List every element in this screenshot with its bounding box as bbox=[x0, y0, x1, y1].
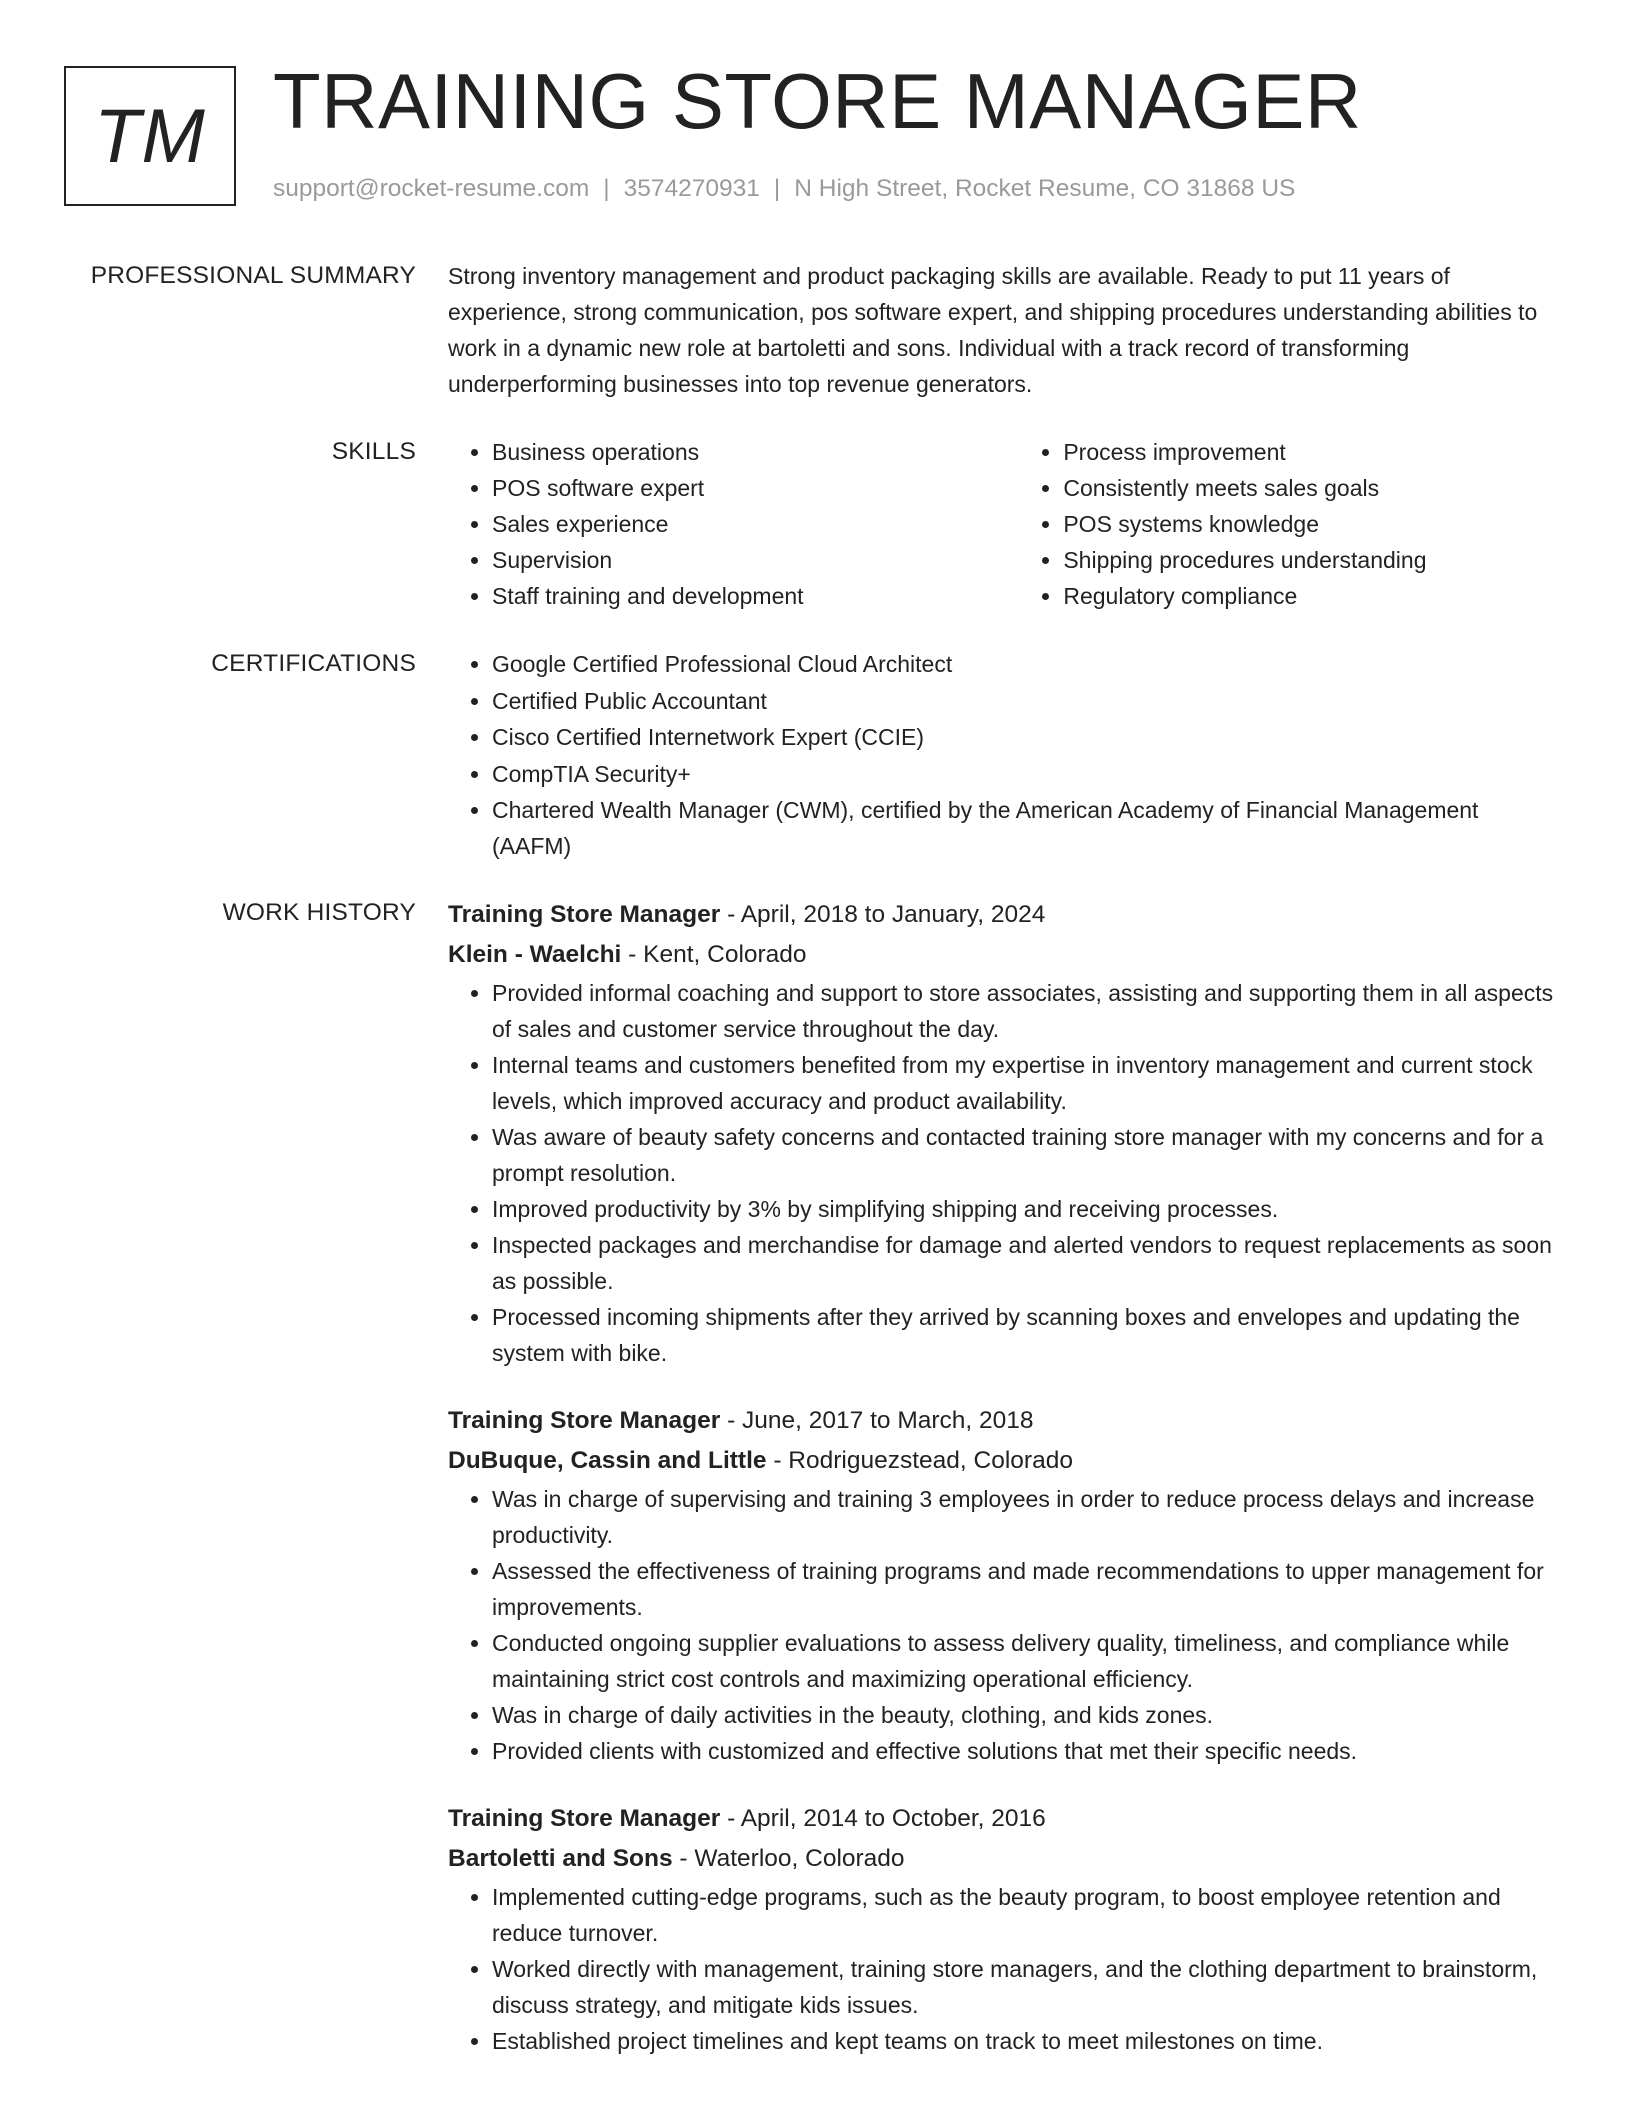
certification-item: • Cisco Certified Internetwork Expert (CCIE) bbox=[492, 719, 1560, 755]
job-bullets bbox=[448, 1879, 1560, 2059]
job-bullet: • Provided informal coaching and support to store associates, assisting and supporting them in all aspects of sales and customer service throughout the day. bbox=[492, 975, 1560, 1047]
contact-separator: | bbox=[603, 175, 610, 202]
skill-item: • Business operations bbox=[492, 434, 1019, 470]
job-location: - Kent, Colorado bbox=[621, 940, 807, 968]
job-bullet: • Improved productivity by 3% by simplifying shipping and receiving processes. bbox=[492, 1191, 1560, 1227]
job-bullets bbox=[448, 1481, 1560, 1769]
job-bullet: • Processed incoming shipments after they arrived by scanning boxes and envelopes and updating the system with bike. bbox=[492, 1299, 1560, 1371]
job-bullet: • Provided clients with customized and effective solutions that met their specific needs. bbox=[492, 1733, 1560, 1769]
skill-item: • Consistently meets sales goals bbox=[1063, 470, 1560, 506]
section-title: WORK HISTORY bbox=[222, 898, 416, 926]
contact-address: N High Street, Rocket Resume, CO 31868 US bbox=[794, 175, 1296, 202]
job-role: Training Store Manager bbox=[448, 900, 721, 928]
section-professional-summary bbox=[0, 258, 1632, 402]
skill-item: • Sales experience bbox=[492, 506, 1019, 542]
job-bullet: • Internal teams and customers benefited from my expertise in inventory management and current stock levels, which improved accuracy and product availability. bbox=[492, 1047, 1560, 1119]
section-title: SKILLS bbox=[331, 438, 416, 465]
skill-item: • Regulatory compliance bbox=[1063, 578, 1560, 614]
job-bullet: • Was in charge of supervising and training 3 employees in order to reduce process delays and increase productivity. bbox=[492, 1481, 1560, 1553]
job-company-line bbox=[448, 935, 1560, 975]
job-title-line bbox=[448, 1401, 1560, 1441]
job-entry bbox=[448, 1799, 1560, 2059]
section-skills bbox=[0, 434, 1632, 614]
section-body bbox=[448, 895, 1560, 2089]
job-bullet: • Implemented cutting-edge programs, such as the beauty program, to boost employee retention and reduce turnover. bbox=[492, 1879, 1560, 1951]
certification-item: • Chartered Wealth Manager (CWM), certified by the American Academy of Financial Management (AAFM) bbox=[492, 792, 1560, 864]
contact-phone[interactable]: 3574270931 bbox=[623, 175, 760, 202]
section-certifications bbox=[0, 646, 1632, 865]
job-dates: - April, 2014 to October, 2016 bbox=[720, 1804, 1046, 1832]
section-title: CERTIFICATIONS bbox=[211, 650, 416, 677]
skill-item: • Process improvement bbox=[1063, 434, 1560, 470]
section-title: PROFESSIONAL SUMMARY bbox=[90, 262, 416, 289]
section-body bbox=[448, 646, 1560, 865]
job-bullets bbox=[448, 975, 1560, 1371]
skill-item: • Shipping procedures understanding bbox=[1063, 542, 1560, 578]
job-bullet: • Worked directly with management, training store managers, and the clothing department to brainstorm, discuss strategy, and mitigate kids issues. bbox=[492, 1951, 1560, 2023]
skills-grid bbox=[448, 434, 1560, 614]
job-company: DuBuque, Cassin and Little bbox=[448, 1446, 767, 1474]
job-bullet: • Established project timelines and kept teams on track to meet milestones on time. bbox=[492, 2023, 1560, 2059]
job-role: Training Store Manager bbox=[448, 1406, 721, 1434]
skill-item: • POS systems knowledge bbox=[1063, 506, 1560, 542]
certifications-list bbox=[448, 646, 1560, 864]
section-body bbox=[448, 434, 1560, 614]
job-bullet: • Was in charge of daily activities in the beauty, clothing, and kids zones. bbox=[492, 1697, 1560, 1733]
section-work-history bbox=[0, 895, 1632, 2089]
skills-column-right bbox=[1019, 434, 1560, 614]
contact-email[interactable]: support@rocket-resume.com bbox=[273, 175, 590, 202]
summary-text: Strong inventory management and product packaging skills are available. Ready to put 11 years of experience, strong communication, pos software expert, and shipping procedures understanding abilities to work in a dynamic new role at bartoletti and sons. Individual with a track record of transforming underperforming businesses into top revenue generators. bbox=[448, 263, 1538, 397]
section-body bbox=[448, 258, 1560, 402]
job-title-line bbox=[448, 895, 1560, 935]
job-dates: - April, 2018 to January, 2024 bbox=[720, 900, 1046, 928]
job-bullet: • Assessed the effectiveness of training programs and made recommendations to upper management for improvements. bbox=[492, 1553, 1560, 1625]
skill-item: • Staff training and development bbox=[492, 578, 1019, 614]
job-dates: - June, 2017 to March, 2018 bbox=[720, 1406, 1034, 1434]
resume-sections bbox=[0, 258, 1632, 2089]
job-bullet: • Conducted ongoing supplier evaluations to assess delivery quality, timeliness, and compliance while maintaining strict cost controls and maximizing operational efficiency. bbox=[492, 1625, 1560, 1697]
skill-item: • POS software expert bbox=[492, 470, 1019, 506]
skill-item: • Supervision bbox=[492, 542, 1019, 578]
job-company: Klein - Waelchi bbox=[448, 940, 622, 968]
job-company: Bartoletti and Sons bbox=[448, 1844, 673, 1872]
job-role: Training Store Manager bbox=[448, 1804, 721, 1832]
job-title-line bbox=[448, 1799, 1560, 1839]
resume-name: TRAINING STORE MANAGER bbox=[273, 57, 1362, 145]
job-company-line bbox=[448, 1839, 1560, 1879]
certification-item: • CompTIA Security+ bbox=[492, 756, 1560, 792]
job-bullet: • Inspected packages and merchandise for damage and alerted vendors to request replacements as soon as possible. bbox=[492, 1227, 1560, 1299]
monogram: TM bbox=[64, 66, 236, 206]
contact-line bbox=[273, 172, 1295, 206]
certification-item: • Certified Public Accountant bbox=[492, 683, 1560, 719]
job-entry bbox=[448, 895, 1560, 1371]
certification-item: • Google Certified Professional Cloud Architect bbox=[492, 646, 1560, 682]
job-entry bbox=[448, 1401, 1560, 1769]
job-location: - Waterloo, Colorado bbox=[672, 1844, 905, 1872]
job-company-line bbox=[448, 1441, 1560, 1481]
contact-separator: | bbox=[773, 175, 781, 202]
job-location: - Rodriguezstead, Colorado bbox=[766, 1446, 1073, 1474]
skills-column-left bbox=[448, 434, 1019, 614]
job-bullet: • Was aware of beauty safety concerns and contacted training store manager with my concerns and for a prompt resolution. bbox=[492, 1119, 1560, 1191]
